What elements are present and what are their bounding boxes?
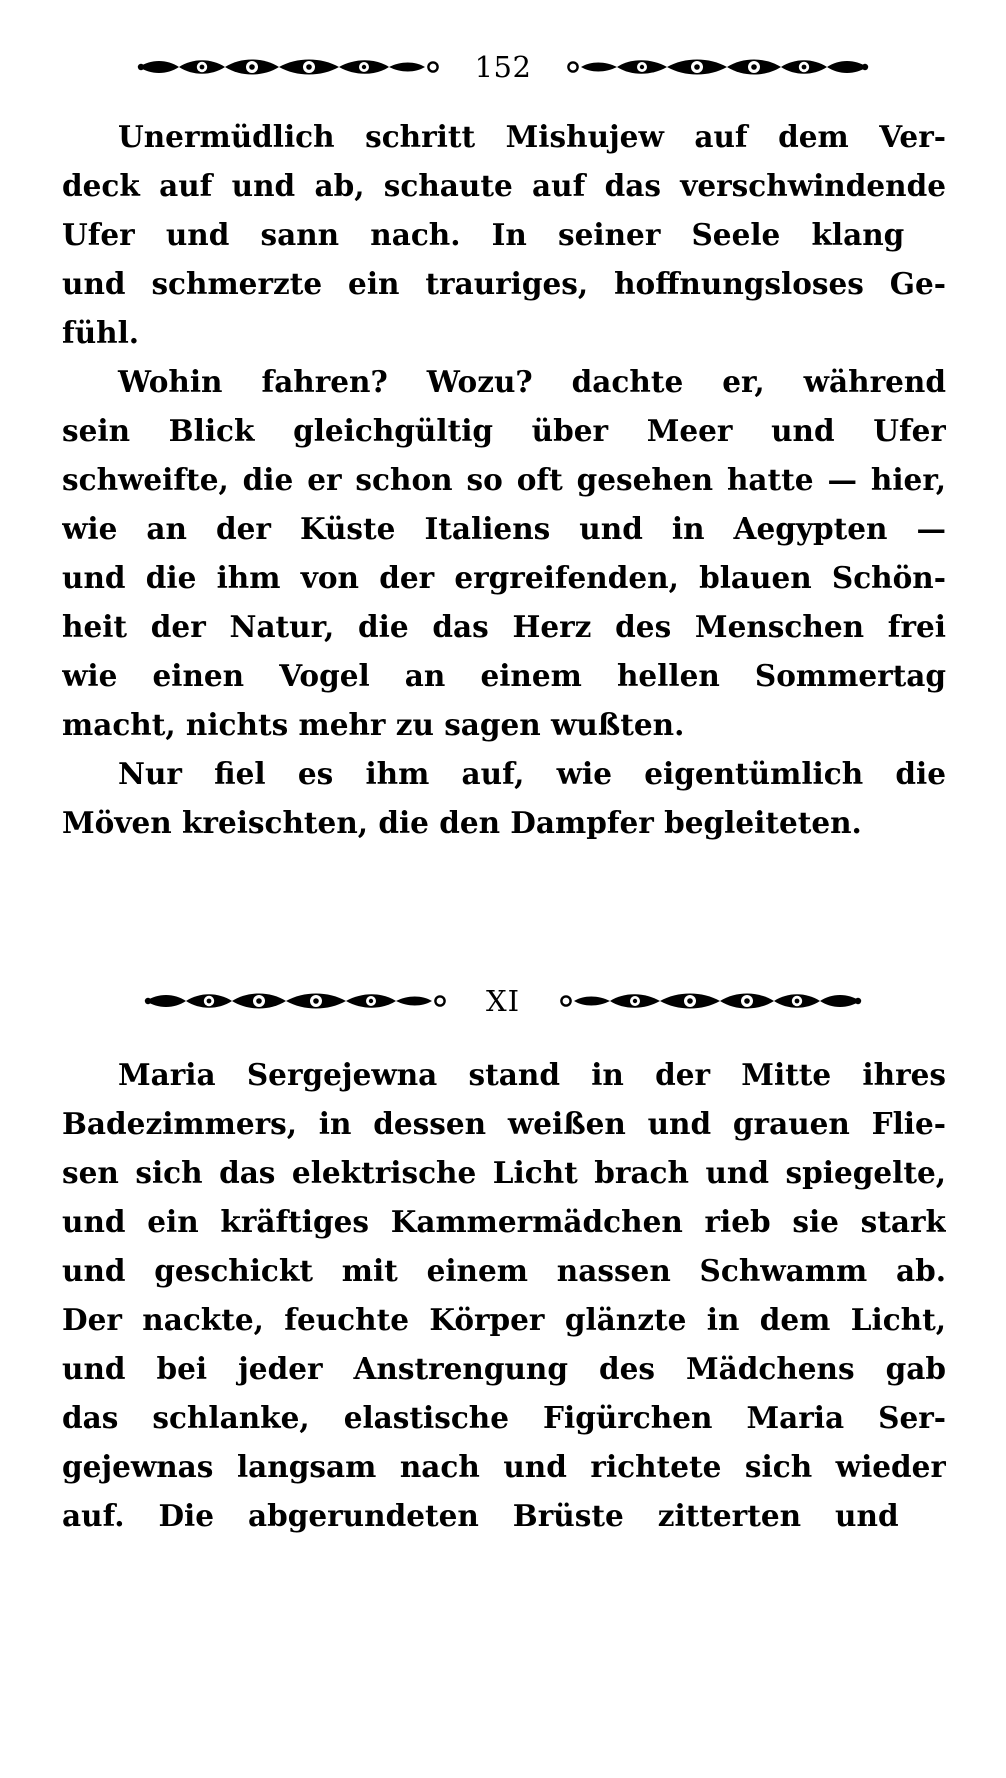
text-line: sen sich das elektrische Licht brach und spiegelte, [62, 1155, 946, 1190]
text-line: und bei jeder Anstrengung des Mädchens gab [62, 1351, 946, 1386]
text-line: Unermüdlich schritt Mishujew auf dem Ver- [118, 119, 946, 154]
text-line: deck auf und ab, schaute auf das verschwindende [62, 168, 946, 203]
paragraph [62, 112, 946, 357]
text-line: wie einen Vogel an einem hellen Sommertag [62, 658, 946, 693]
text-line: auf. Die abgerundeten Brüste zitterten und [62, 1498, 899, 1533]
text-line: fühl. [62, 315, 140, 350]
text-line: Badezimmers, in dessen weißen und grauen Flie- [62, 1106, 946, 1141]
paragraph [62, 749, 946, 847]
text-line: heit der Natur, die das Herz des Menschen frei [62, 609, 946, 644]
page-number: 152 [474, 49, 532, 84]
floral-rule-ornament-right [546, 989, 866, 1013]
text-line: gejewnas langsam nach und richtete sich wieder [62, 1449, 946, 1484]
text-line: Nur fiel es ihm auf, wie eigentümlich die [118, 756, 946, 791]
text-block-upper [62, 112, 946, 847]
text-block-lower [62, 1050, 946, 1540]
text-line: und die ihm von der ergreifenden, blauen Schön- [62, 560, 946, 595]
text-line: und schmerzte ein trauriges, hoffnungsloses Ge- [62, 266, 946, 301]
text-line: und ein kräftiges Kammermädchen rieb sie stark [62, 1204, 946, 1239]
text-line: sein Blick gleichgültig über Meer und Ufer [62, 413, 946, 448]
text-line: und geschickt mit einem nassen Schwamm ab. [62, 1253, 946, 1288]
text-line: schweifte, die er schon so oft gesehen hatte — hier, [62, 462, 946, 497]
text-line: Ufer und sann nach. In seiner Seele klang [62, 217, 905, 252]
running-head [62, 44, 944, 90]
text-line: Der nackte, feuchte Körper glänzte in dem Licht, [62, 1302, 946, 1337]
chapter-divider [62, 978, 944, 1024]
chapter-number: XI [485, 983, 521, 1018]
floral-rule-ornament-left [140, 989, 460, 1013]
paragraph [62, 1050, 946, 1540]
text-line: Maria Sergejewna stand in der Mitte ihres [118, 1057, 946, 1092]
floral-rule-ornament-right [553, 55, 873, 79]
text-line: Möven kreischten, die den Dampfer begleiteten. [62, 805, 862, 840]
text-line: Wohin fahren? Wozu? dachte er, während [118, 364, 946, 399]
text-line: wie an der Küste Italiens und in Aegypten — [62, 511, 946, 546]
text-line: macht, nichts mehr zu sagen wußten. [62, 707, 685, 742]
text-line: das schlanke, elastische Figürchen Maria Ser- [62, 1400, 946, 1435]
floral-rule-ornament-left [133, 55, 453, 79]
paragraph [62, 357, 946, 749]
